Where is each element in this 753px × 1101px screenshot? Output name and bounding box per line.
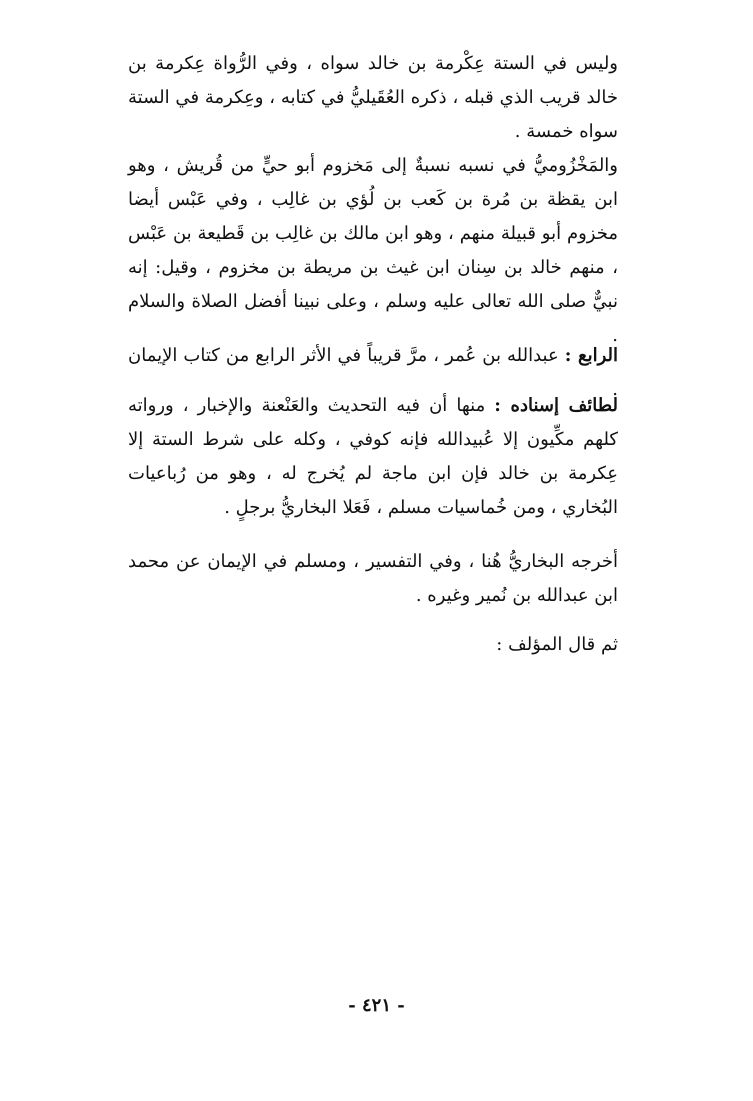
page-number: - ٤٢١ -: [348, 995, 405, 1016]
paragraph-text: عبدالله بن عُمر ، مرَّ قريباً في الأثر الرابع من كتاب الإيمان .: [128, 345, 618, 400]
paragraph-author-said: [128, 628, 618, 662]
paragraph-makhzumi-note: [128, 149, 618, 353]
paragraph-text: منها أن فيه التحديث والعَنْعنة والإخبار ، ورواته كلهم مكِّيون إلا عُبيدالله فإنه كوفي ، وكله على شرط الستة إلا عِكرمة بن خالد فإن ابن ماجة لم يُخرج له ، وهو من رُباعيات البُخاري ، ومن خُماسيات مسلم ، فَعَلا البخاريُّ برجلٍ .: [128, 395, 618, 518]
paragraph-lead: الرابع :: [564, 345, 618, 366]
paragraph-takhrij: [128, 545, 618, 613]
paragraph-lead: لطائف إسناده :: [494, 395, 618, 416]
paragraph-text: ثم قال المؤلف :: [496, 634, 618, 655]
paragraph-text: والمَخْزُوميُّ في نسبه نسبةٌ إلى مَخزوم أبو حيٍّ من قُريش ، وهو ابن يقظة بن مُرة بن كَعب بن لُؤي بن غالِب ، وفي عَبْس أيضا مخزوم أبو قبيلة منهم ، وهو ابن مالك بن غالِب بن قَطيعة بن عَبْس ، منهم خالد بن سِنان ابن غيث بن مريطة بن مخزوم ، وقيل: إنه نبيٌّ صلى الله تعالى عليه وسلم ، وعلى نبينا أفضل الصلاة والسلام .: [128, 155, 618, 346]
paragraph-text: أخرجه البخاريُّ هُنا ، وفي التفسير ، ومسلم في الإيمان عن محمد ابن عبدالله بن نُمير وغيره .: [128, 551, 618, 606]
paragraph-isnad-subtleties: [128, 389, 618, 525]
paragraph-ikrima-note: [128, 47, 618, 149]
paragraph-text: وليس في الستة عِكْرمة بن خالد سواه ، وفي الرُّواة عِكرمة بن خالد قريب الذي قبله ، ذكره العُقَيليُّ في كتابه ، وعِكرمة في الستة سواه خمسة .: [128, 53, 618, 142]
